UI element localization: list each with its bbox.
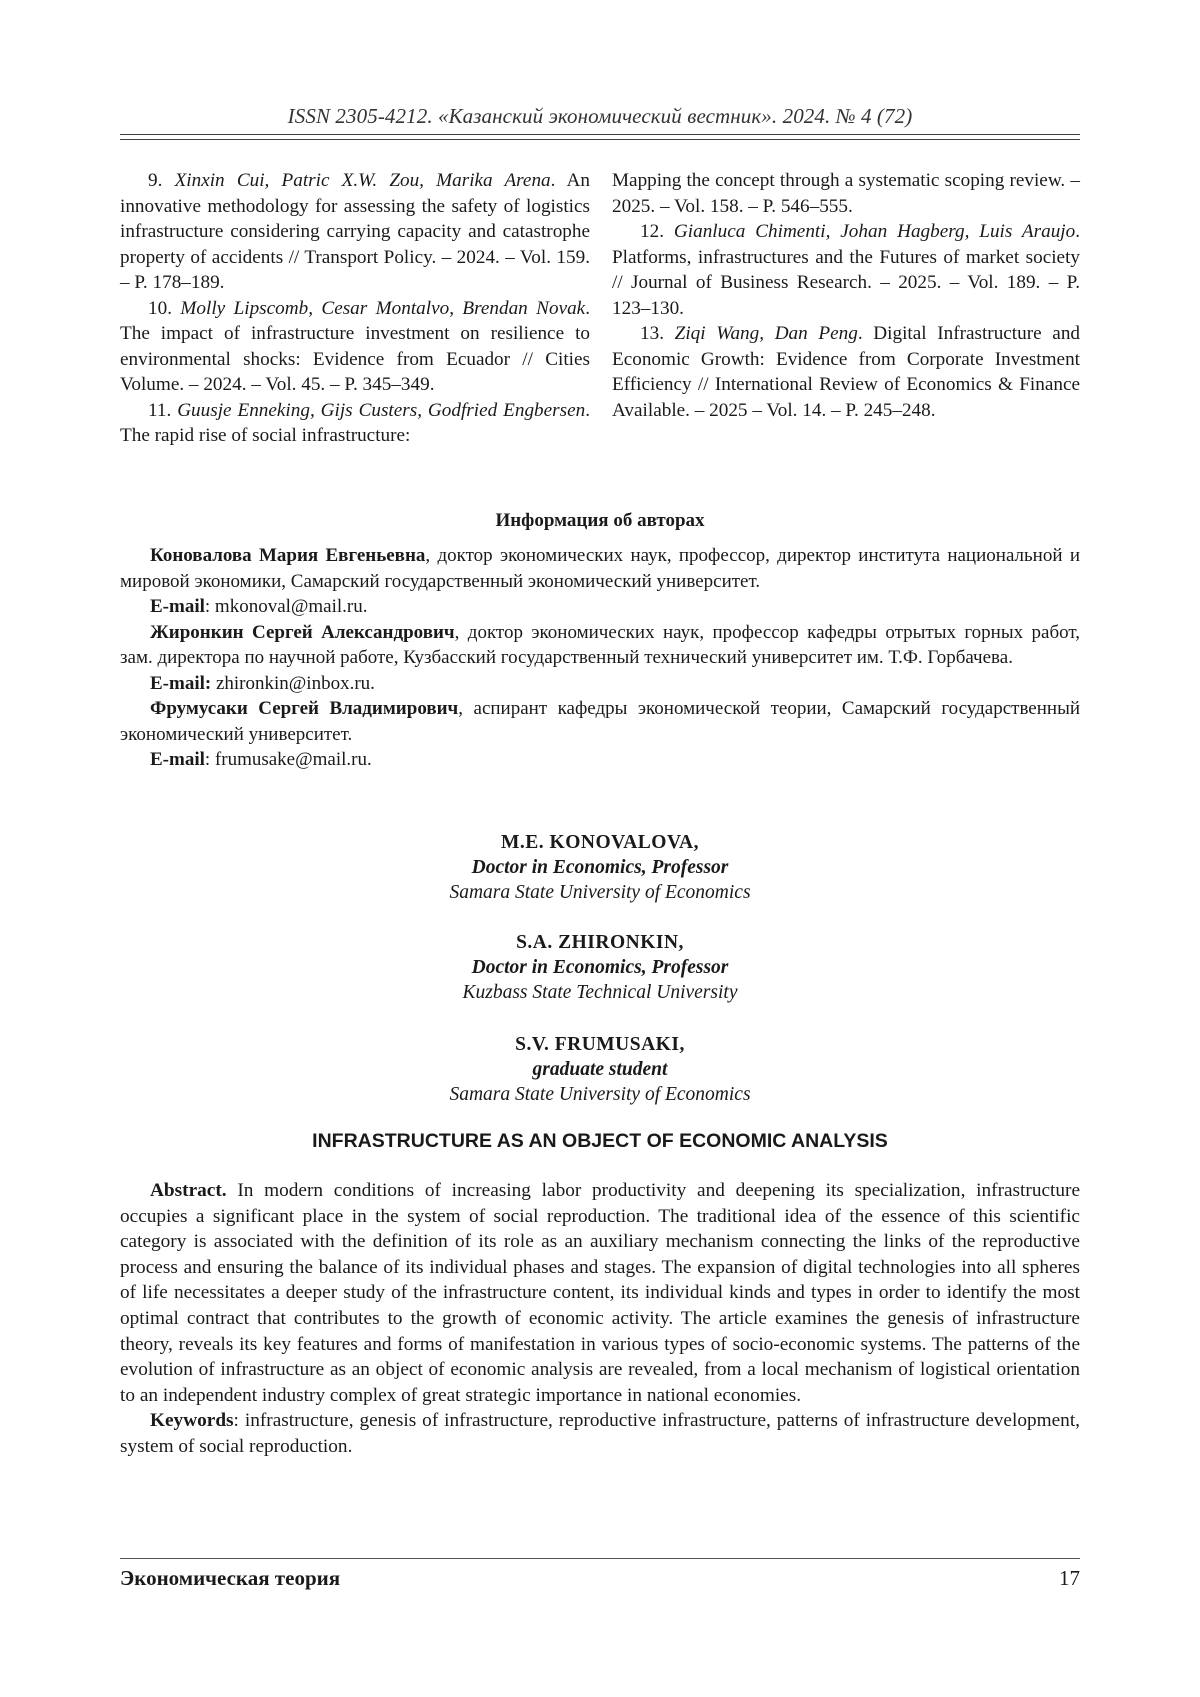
author-3-email: E-mail: frumusake@mail.ru. [150, 749, 372, 770]
reference-9: 9. Xinxin Cui, Patric X.W. Zou, Marika Arena. An innovative methodology for assessing the safety of logistics infrastructure considering carrying capacity and catastrophe property of accidents // Transport Policy. – 2024. – Vol. 159. – P. 178–189. [120, 170, 590, 293]
author-1-desc: Коновалова Мария Евгеньевна, доктор экономических наук, профессор, директор института национальной и мировой экономики, Самарский государственный экономический университет. [120, 545, 1080, 592]
abstract [120, 1178, 1080, 1460]
reference-authors: Molly Lipscomb, Cesar Montalvo, Brendan Novak [180, 297, 586, 319]
footer-section: Экономическая теория [120, 1566, 341, 1590]
paper-title: INFRASTRUCTURE AS AN OBJECT OF ECONOMIC ANALYSIS [312, 1130, 888, 1152]
reference-authors: Gianluca Chimenti, Johan Hagberg, Luis Araujo [673, 221, 1076, 242]
references-right-column [612, 168, 1080, 423]
header-rule-thin [120, 139, 1080, 140]
journal-header: ISSN 2305-4212. «Казанский экономический вестник». 2024. № 4 (72) [287, 104, 913, 128]
authors-info [120, 543, 1080, 773]
reference-11-continued: Mapping the concept through a systematic scoping review. – 2025. – Vol. 158. – P. 546–555. [612, 170, 1080, 217]
page-number: 17 [1059, 1566, 1080, 1590]
abstract-paragraph: Abstract. In modern conditions of increasing labor productivity and deepening its specialization, infrastructure occupies a significant place in the system of social reproduction. The traditional idea of the essence of this scientific category is associated with the definition of its role as an auxiliary mechanism connecting the links of the reproductive process and ensuring the balance of its individual phases and stages. The expansion of digital technologies into all spheres of life necessitates a deeper study of the infrastructure content, its individual kinds and types in order to identify the most optimal contract that contributes to the growth of economic activity. The article examines the genesis of infrastructure theory, reveals its key features and forms of manifestation in various types of socio-economic systems. The patterns of the evolution of infrastructure as an object of economic analysis are revealed, from a local mechanism of logistical orientation to an independent industry complex of great strategic importance in national economies. [120, 1180, 1080, 1406]
reference-authors: Guusje Enneking, Gijs Custers, Godfried Engbersen [177, 399, 586, 421]
reference-11: 11. Guusje Enneking, Gijs Custers, Godfried Engbersen. The rapid rise of social infrastructure: [120, 399, 590, 446]
author-name: Коновалова Мария Евгеньевна [150, 545, 426, 566]
english-author-1: M.E. KONOVALOVA, Doctor in Economics, Professor Samara State University of Economics [449, 832, 751, 903]
author-2-email: E-mail: zhironkin@inbox.ru. [150, 672, 375, 694]
references-left-column [120, 168, 590, 449]
author-2-desc: Жиронкин Сергей Александрович, доктор экономических наук, профессор кафедры отрытых горных работ, зам. директора по научной работе, Кузбасский государственный технический университет им. Т.Ф. Горбачева. [120, 621, 1080, 668]
reference-13: 13. Ziqi Wang, Dan Peng. Digital Infrastructure and Economic Growth: Evidence from Corporate Investment Efficiency // International Review of Economics & Finance Available. – 2025 – Vol. 14. – P. 245–248. [612, 323, 1081, 421]
reference-authors: Xinxin Cui, Patric X.W. Zou, Marika Arena [174, 170, 551, 191]
author-1-email: E-mail: mkonoval@mail.ru. [150, 596, 368, 617]
author-name: Жиронкин Сергей Александрович [150, 621, 455, 643]
authors-info-heading: Информация об авторах [495, 510, 705, 531]
reference-10: 10. Molly Lipscomb, Cesar Montalvo, Brendan Novak. The impact of infrastructure investment on resilience to environmental shocks: Evidence from Ecuador // Cities Volume. – 2024. – Vol. 45. – P. 345–349. [120, 297, 590, 395]
footer-rule [120, 1558, 1080, 1559]
header-rule [120, 134, 1080, 135]
reference-12: 12. Gianluca Chimenti, Johan Hagberg, Luis Araujo. Platforms, infrastructures and the Futures of market society // Journal of Business Research. – 2025. – Vol. 189. – P. 123–130. [612, 221, 1081, 319]
english-author-2: S.A. ZHIRONKIN, Doctor in Economics, Professor Kuzbass State Technical University [462, 932, 738, 1003]
english-author-3: S.V. FRUMUSAKI, graduate student Samara State University of Economics [449, 1034, 751, 1105]
author-name: Фрумусаки Сергей Владимирович [150, 698, 459, 719]
author-3-desc: Фрумусаки Сергей Владимирович, аспирант кафедры экономической теории, Самарский государственный экономический университет. [120, 698, 1081, 745]
reference-authors: Ziqi Wang, Dan Peng [674, 323, 858, 344]
keywords-paragraph: Keywords: infrastructure, genesis of infrastructure, reproductive infrastructure, patterns of infrastructure development, system of social reproduction. [120, 1410, 1080, 1457]
